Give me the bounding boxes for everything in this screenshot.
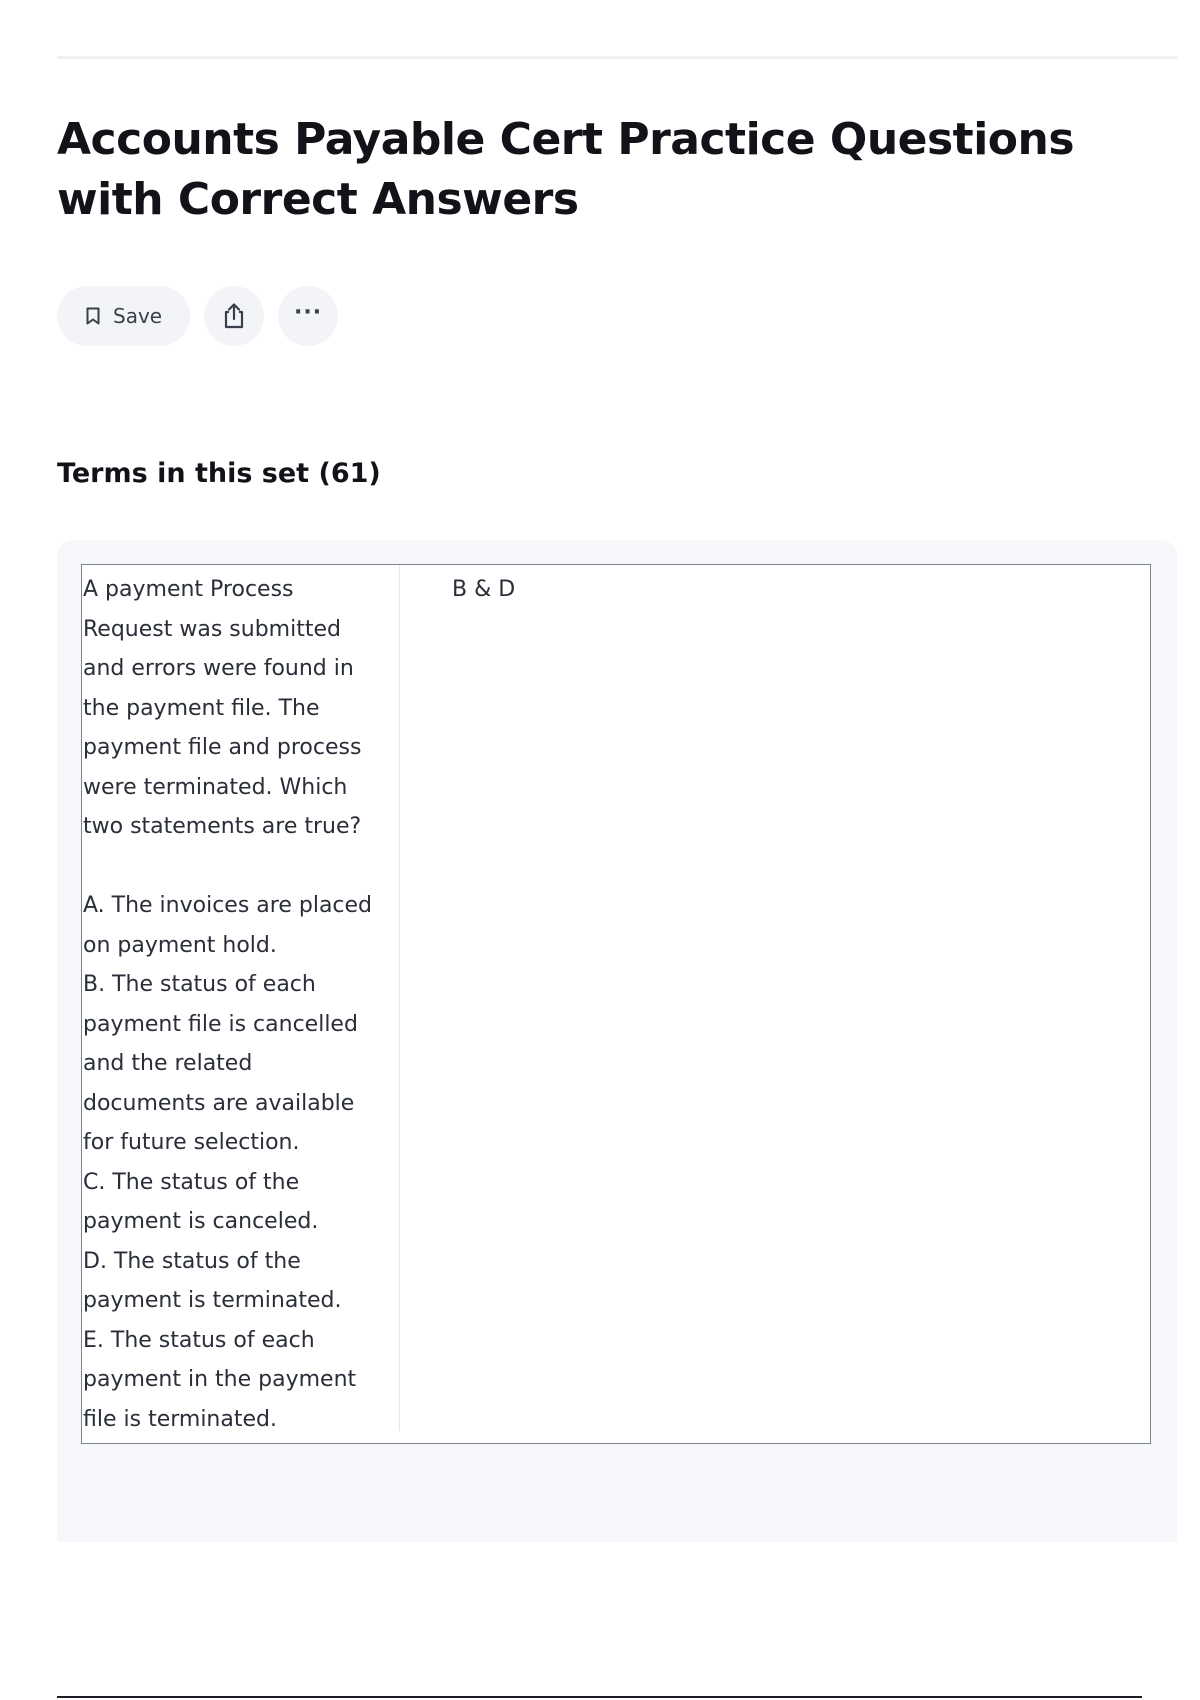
save-button[interactable] (57, 286, 190, 346)
top-divider (57, 56, 1177, 59)
share-button[interactable] (204, 286, 264, 346)
bookmark-icon (85, 306, 101, 326)
term-text: A payment Process Request was submitted and errors were found in the payment file. The payment file and process were terminated. Which two statements are true? A. The invoices are placed on payment hold. B. The status of each payment file is cancelled and the related documents are available for future selection. C. The status of the payment is canceled. D. The status of the payment is terminated. E. The status of each payment in the payment file is terminated. (82, 565, 400, 1431)
more-horizontal-icon: ··· (294, 300, 323, 325)
definition-text: B & D (452, 577, 516, 602)
action-bar (57, 286, 338, 346)
term-card[interactable] (81, 564, 1151, 1444)
bottom-divider (57, 1696, 1142, 1698)
page-title: Accounts Payable Cert Practice Questions with Correct Answers (57, 114, 1075, 225)
more-options-button[interactable] (278, 286, 338, 346)
save-button-label: Save (113, 304, 163, 328)
terms-list (57, 540, 1177, 1542)
share-icon (220, 301, 248, 331)
terms-heading: Terms in this set (61) (57, 458, 381, 489)
